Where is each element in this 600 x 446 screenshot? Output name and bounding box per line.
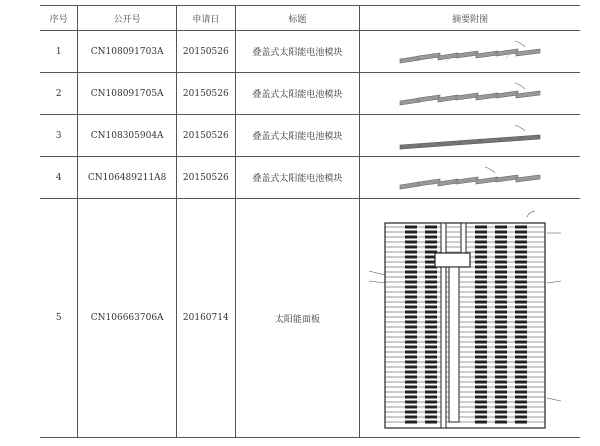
panel-cell-block xyxy=(425,411,437,414)
panel-cell-block xyxy=(425,356,437,359)
cell-title: 叠盖式太阳能电池模块 xyxy=(235,31,360,73)
panel-cell-block xyxy=(495,256,507,259)
cell-seq: 2 xyxy=(40,73,78,115)
panel-cell-block xyxy=(515,391,527,394)
shingled-module-figure xyxy=(395,79,545,109)
panel-cell-block xyxy=(475,281,487,284)
panel-cell-block xyxy=(475,271,487,274)
panel-cell-block xyxy=(495,271,507,274)
panel-cell-block xyxy=(405,391,417,394)
panel-cell-block xyxy=(515,291,527,294)
panel-cell-block xyxy=(475,256,487,259)
panel-cell-block xyxy=(515,296,527,299)
panel-cell-block xyxy=(515,341,527,344)
panel-cell-block xyxy=(495,316,507,319)
panel-cell-block xyxy=(405,296,417,299)
panel-cell-block xyxy=(515,306,527,309)
cell-pub: CN108305904A xyxy=(78,115,177,157)
panel-cell-block xyxy=(495,381,507,384)
panel-cell-block xyxy=(515,311,527,314)
panel-cell-block xyxy=(495,266,507,269)
panel-cell-block xyxy=(425,381,437,384)
panel-cell-block xyxy=(495,346,507,349)
panel-cell-block xyxy=(405,381,417,384)
panel-cell-block xyxy=(495,261,507,264)
panel-cell-block xyxy=(405,341,417,344)
panel-cell-block xyxy=(405,256,417,259)
panel-cell-block xyxy=(495,281,507,284)
cell-title: 叠盖式太阳能电池模块 xyxy=(235,73,360,115)
header-seq: 序号 xyxy=(40,6,78,31)
panel-cell-block xyxy=(405,371,417,374)
panel-cell-block xyxy=(425,281,437,284)
panel-cell-block xyxy=(425,291,437,294)
panel-cell-block xyxy=(475,286,487,289)
panel-cell-block xyxy=(475,331,487,334)
cell-seq: 4 xyxy=(40,157,78,199)
panel-cell-block xyxy=(495,401,507,404)
panel-cell-block xyxy=(495,251,507,254)
cell-date: 20150526 xyxy=(176,115,235,157)
panel-cell-block xyxy=(475,341,487,344)
panel-cell-block xyxy=(425,346,437,349)
cell-pub: CN106489211A8 xyxy=(78,157,177,199)
header-title: 标题 xyxy=(235,6,360,31)
panel-cell-block xyxy=(515,316,527,319)
panel-cell-block xyxy=(515,356,527,359)
panel-cell-block xyxy=(405,421,417,424)
header-pub: 公开号 xyxy=(78,6,177,31)
panel-cell-block xyxy=(425,391,437,394)
panel-cell-block xyxy=(425,406,437,409)
cell-seq: 3 xyxy=(40,115,78,157)
panel-cell-block xyxy=(425,241,437,244)
panel-cell-block xyxy=(495,236,507,239)
header-row xyxy=(40,6,580,31)
panel-cell-block xyxy=(515,261,527,264)
panel-cell-block xyxy=(475,391,487,394)
panel-cell-block xyxy=(495,386,507,389)
panel-cell-block xyxy=(515,241,527,244)
panel-cell-block xyxy=(475,276,487,279)
panel-cell-block xyxy=(515,411,527,414)
panel-cell-block xyxy=(475,226,487,229)
panel-cell-block xyxy=(475,231,487,234)
panel-cell-block xyxy=(515,246,527,249)
cell-figure xyxy=(360,73,580,115)
panel-cell-block xyxy=(475,266,487,269)
panel-cell-block xyxy=(425,336,437,339)
panel-cell-block xyxy=(475,336,487,339)
panel-cell-block xyxy=(475,406,487,409)
panel-cell-block xyxy=(475,296,487,299)
panel-cell-block xyxy=(515,421,527,424)
table-row xyxy=(40,73,580,115)
patent-table xyxy=(40,5,580,438)
panel-cell-block xyxy=(495,356,507,359)
panel-cell-block xyxy=(475,411,487,414)
panel-cell-block xyxy=(475,241,487,244)
panel-cell-block xyxy=(495,276,507,279)
panel-cell-block xyxy=(475,381,487,384)
panel-cell-block xyxy=(405,331,417,334)
panel-cell-block xyxy=(515,271,527,274)
panel-cell-block xyxy=(515,351,527,354)
panel-cell-block xyxy=(495,341,507,344)
panel-cell-block xyxy=(515,406,527,409)
shingled-module-figure xyxy=(395,37,545,67)
panel-cell-block xyxy=(425,416,437,419)
panel-cell-block xyxy=(515,396,527,399)
panel-cell-block xyxy=(495,321,507,324)
panel-cell-block xyxy=(405,356,417,359)
panel-cell-block xyxy=(515,251,527,254)
cell-date: 20150526 xyxy=(176,73,235,115)
panel-cell-block xyxy=(495,246,507,249)
panel-cell-block xyxy=(475,301,487,304)
panel-cell-block xyxy=(475,246,487,249)
panel-cell-block xyxy=(475,386,487,389)
panel-cell-block xyxy=(475,306,487,309)
panel-cell-block xyxy=(425,396,437,399)
panel-cell-block xyxy=(515,346,527,349)
panel-cell-block xyxy=(425,286,437,289)
table-row xyxy=(40,115,580,157)
panel-cell-block xyxy=(405,281,417,284)
panel-cell-block xyxy=(425,401,437,404)
panel-cell-block xyxy=(515,301,527,304)
solar-panel-figure xyxy=(365,203,575,433)
cell-title: 叠盖式太阳能电池模块 xyxy=(235,157,360,199)
panel-cell-block xyxy=(475,361,487,364)
panel-cell-block xyxy=(405,326,417,329)
panel-cell-block xyxy=(495,326,507,329)
panel-cell-block xyxy=(405,231,417,234)
panel-cell-block xyxy=(425,316,437,319)
panel-cell-block xyxy=(425,331,437,334)
panel-cell-block xyxy=(475,416,487,419)
shingled-module-figure xyxy=(395,163,545,193)
panel-cell-block xyxy=(495,371,507,374)
panel-cell-block xyxy=(425,366,437,369)
panel-cell-block xyxy=(495,366,507,369)
panel-cell-block xyxy=(495,226,507,229)
panel-cell-block xyxy=(405,291,417,294)
panel-cell-block xyxy=(495,391,507,394)
panel-cell-block xyxy=(515,366,527,369)
panel-cell-block xyxy=(495,421,507,424)
panel-cell-block xyxy=(425,226,437,229)
panel-cell-block xyxy=(515,226,527,229)
panel-cell-block xyxy=(515,286,527,289)
panel-cell-block xyxy=(475,366,487,369)
panel-cell-block xyxy=(425,326,437,329)
table-row xyxy=(40,157,580,199)
panel-cell-block xyxy=(405,401,417,404)
panel-cell-block xyxy=(495,376,507,379)
panel-cell-block xyxy=(405,351,417,354)
panel-cell-block xyxy=(405,316,417,319)
panel-cell-block xyxy=(495,336,507,339)
cell-figure xyxy=(360,31,580,73)
cell-figure xyxy=(360,157,580,199)
panel-cell-block xyxy=(425,421,437,424)
panel-cell-block xyxy=(515,231,527,234)
panel-cell-block xyxy=(495,416,507,419)
panel-cell-block xyxy=(495,411,507,414)
panel-cell-block xyxy=(405,406,417,409)
panel-cell-block xyxy=(515,331,527,334)
panel-cell-block xyxy=(405,246,417,249)
panel-cell-block xyxy=(515,266,527,269)
panel-cell-block xyxy=(425,321,437,324)
panel-cell-block xyxy=(405,261,417,264)
panel-cell-block xyxy=(495,291,507,294)
panel-cell-block xyxy=(495,396,507,399)
panel-cell-block xyxy=(405,321,417,324)
panel-cell-block xyxy=(515,381,527,384)
panel-cell-block xyxy=(495,311,507,314)
panel-cell-block xyxy=(475,376,487,379)
panel-cell-block xyxy=(495,361,507,364)
panel-cell-block xyxy=(425,276,437,279)
panel-cell-block xyxy=(405,271,417,274)
panel-cell-block xyxy=(405,361,417,364)
panel-cell-block xyxy=(425,246,437,249)
panel-cell-block xyxy=(475,356,487,359)
panel-cell-block xyxy=(475,326,487,329)
cell-date: 20150526 xyxy=(176,157,235,199)
panel-cell-block xyxy=(515,336,527,339)
cell-title: 叠盖式太阳能电池模块 xyxy=(235,115,360,157)
panel-cell-block xyxy=(475,401,487,404)
panel-cell-block xyxy=(515,376,527,379)
cell-date: 20150526 xyxy=(176,31,235,73)
panel-cell-block xyxy=(425,301,437,304)
panel-cell-block xyxy=(425,361,437,364)
panel-cell-block xyxy=(475,311,487,314)
panel-cell-block xyxy=(405,236,417,239)
panel-cell-block xyxy=(425,376,437,379)
cell-pub: CN106663706A xyxy=(78,199,177,438)
panel-cell-block xyxy=(515,281,527,284)
panel-cell-block xyxy=(425,306,437,309)
panel-cell-block xyxy=(425,271,437,274)
panel-cell-block xyxy=(495,406,507,409)
panel-cell-block xyxy=(495,331,507,334)
panel-cell-block xyxy=(495,241,507,244)
panel-cell-block xyxy=(405,411,417,414)
panel-cell-block xyxy=(425,296,437,299)
panel-cell-block xyxy=(405,301,417,304)
table-row xyxy=(40,199,580,438)
panel-cell-block xyxy=(515,256,527,259)
table-row xyxy=(40,31,580,73)
panel-cell-block xyxy=(405,306,417,309)
panel-cell-block xyxy=(515,386,527,389)
panel-cell-block xyxy=(495,286,507,289)
panel-cell-block xyxy=(495,306,507,309)
panel-cell-block xyxy=(475,321,487,324)
cell-title: 太阳能面板 xyxy=(235,199,360,438)
panel-cell-block xyxy=(495,296,507,299)
cell-figure xyxy=(360,115,580,157)
panel-cell-block xyxy=(405,311,417,314)
panel-cell-block xyxy=(425,311,437,314)
cell-seq: 1 xyxy=(40,31,78,73)
panel-cell-block xyxy=(475,251,487,254)
panel-cell-block xyxy=(425,231,437,234)
panel-cell-block xyxy=(515,236,527,239)
panel-cell-block xyxy=(425,371,437,374)
panel-cell-block xyxy=(425,386,437,389)
panel-cell-block xyxy=(405,336,417,339)
panel-cell-block xyxy=(475,261,487,264)
panel-cell-block xyxy=(495,301,507,304)
panel-cell-block xyxy=(405,286,417,289)
panel-cell-block xyxy=(475,291,487,294)
shingled-module-figure xyxy=(395,121,545,151)
header-img: 摘要附图 xyxy=(360,6,580,31)
panel-cell-block xyxy=(405,386,417,389)
panel-cell-block xyxy=(515,276,527,279)
cell-pub: CN108091705A xyxy=(78,73,177,115)
panel-cell-block xyxy=(475,351,487,354)
panel-cell-block xyxy=(405,241,417,244)
panel-cell-block xyxy=(515,321,527,324)
panel-cell-block xyxy=(475,371,487,374)
cell-figure xyxy=(360,199,580,438)
panel-cell-block xyxy=(405,266,417,269)
panel-cell-block xyxy=(425,351,437,354)
panel-cell-block xyxy=(515,326,527,329)
panel-cell-block xyxy=(405,276,417,279)
cell-date: 20160714 xyxy=(176,199,235,438)
header-date: 申请日 xyxy=(176,6,235,31)
panel-cell-block xyxy=(475,421,487,424)
panel-cell-block xyxy=(405,366,417,369)
panel-cell-block xyxy=(515,361,527,364)
panel-cell-block xyxy=(475,396,487,399)
panel-cell-block xyxy=(405,226,417,229)
panel-cell-block xyxy=(425,341,437,344)
panel-cell-block xyxy=(405,396,417,399)
panel-cell-block xyxy=(425,236,437,239)
panel-cell-block xyxy=(405,376,417,379)
panel-cell-block xyxy=(475,236,487,239)
panel-cell-block xyxy=(495,231,507,234)
panel-cell-block xyxy=(515,371,527,374)
panel-cell-block xyxy=(475,346,487,349)
panel-cell-block xyxy=(515,401,527,404)
panel-cell-block xyxy=(405,346,417,349)
panel-cell-block xyxy=(515,416,527,419)
cell-pub: CN108091703A xyxy=(78,31,177,73)
panel-cell-block xyxy=(475,316,487,319)
panel-cell-block xyxy=(405,416,417,419)
panel-cell-block xyxy=(495,351,507,354)
cell-seq: 5 xyxy=(40,199,78,438)
panel-cell-block xyxy=(405,251,417,254)
